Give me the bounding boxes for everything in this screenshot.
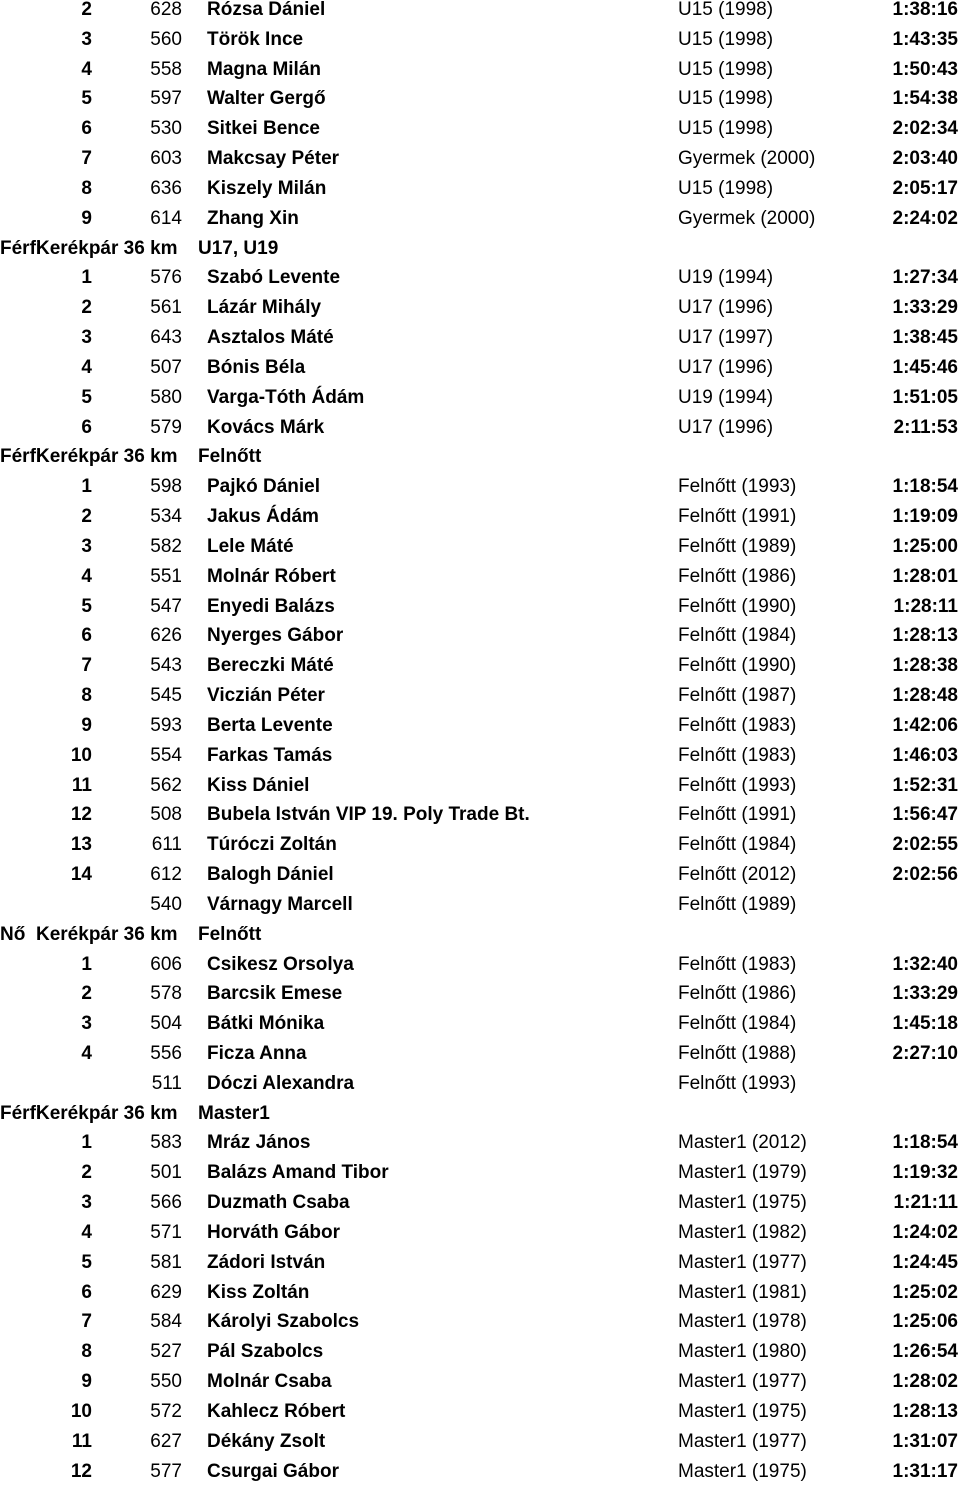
finish-time-cell: 1:28:11 (893, 595, 958, 617)
bib-number-cell: 611 (151, 834, 182, 856)
bib-number-cell: 606 (150, 953, 182, 975)
place-cell: 7 (81, 148, 92, 170)
category-cell: Felnőtt (1983) (678, 744, 797, 766)
place-cell: 9 (81, 207, 92, 229)
place-cell: 3 (81, 1192, 92, 1214)
result-row (0, 1367, 960, 1397)
athlete-name-cell: Asztalos Máté (207, 327, 334, 349)
section-header (0, 1099, 960, 1129)
place-cell: 9 (81, 714, 92, 736)
category-cell: Master1 (1982) (678, 1221, 807, 1243)
athlete-name-cell: Túróczi Zoltán (207, 834, 337, 856)
bib-number-cell: 530 (150, 118, 182, 140)
athlete-name-cell: Sitkei Bence (207, 118, 320, 140)
bib-number-cell: 543 (150, 655, 182, 677)
category-cell: U15 (1998) (678, 88, 774, 110)
place-cell: 7 (81, 655, 92, 677)
result-row (0, 25, 960, 55)
finish-time-cell: 2:27:10 (892, 1042, 958, 1064)
bib-number-cell: 507 (150, 356, 182, 378)
athlete-name-cell: Walter Gergő (207, 88, 326, 110)
athlete-name-cell: Barcsik Emese (207, 983, 343, 1005)
athlete-name-cell: Pajkó Dániel (207, 476, 320, 498)
place-cell: 5 (81, 88, 92, 110)
finish-time-cell: 1:19:09 (892, 506, 958, 528)
athlete-name-cell: Kiszely Milán (207, 177, 327, 199)
bib-number-cell: 629 (150, 1281, 182, 1303)
athlete-name-cell: Varga-Tóth Ádám (207, 386, 365, 408)
category-cell: U15 (1998) (678, 58, 774, 80)
finish-time-cell: 1:31:17 (892, 1460, 958, 1482)
bib-number-cell: 576 (150, 267, 182, 289)
result-row (0, 741, 960, 771)
finish-time-cell: 1:28:38 (892, 655, 958, 677)
athlete-name-cell: Bónis Béla (207, 356, 306, 378)
bib-number-cell: 580 (150, 386, 182, 408)
result-row (0, 950, 960, 980)
result-row (0, 592, 960, 622)
bib-number-cell: 581 (150, 1251, 182, 1273)
finish-time-cell: 1:42:06 (892, 714, 958, 736)
category-cell: Felnőtt (2012) (678, 864, 797, 886)
result-row (0, 800, 960, 830)
place-cell: 10 (70, 744, 92, 766)
place-cell: 4 (81, 356, 92, 378)
category-cell: Felnőtt (1989) (678, 893, 797, 915)
result-row (0, 1069, 960, 1099)
result-row (0, 890, 960, 920)
place-cell: 4 (81, 1042, 92, 1064)
athlete-name-cell: Kiss Zoltán (207, 1281, 310, 1303)
place-cell: 5 (81, 386, 92, 408)
result-row (0, 114, 960, 144)
category-cell: Master1 (1977) (678, 1251, 807, 1273)
category-cell: Master1 (1978) (678, 1311, 807, 1333)
athlete-name-cell: Zádori István (207, 1251, 326, 1273)
category-cell: U17 (1996) (678, 416, 774, 438)
place-cell: 8 (81, 685, 92, 707)
athlete-name-cell: Nyerges Gábor (207, 625, 344, 647)
finish-time-cell: 1:28:02 (892, 1371, 958, 1393)
finish-time-cell: 1:24:45 (892, 1251, 958, 1273)
place-cell: 11 (71, 774, 92, 796)
category-cell: U15 (1998) (678, 177, 774, 199)
result-row (0, 472, 960, 502)
category-cell: Felnőtt (1990) (678, 595, 797, 617)
bib-number-cell: 636 (150, 177, 182, 199)
finish-time-cell: 1:26:54 (892, 1341, 958, 1363)
section-sex: Férfi (0, 237, 42, 259)
section-header (0, 442, 960, 472)
bib-number-cell: 627 (150, 1430, 182, 1452)
place-cell: 11 (71, 1430, 92, 1452)
section-discipline: Kerékpár 36 km (36, 1102, 178, 1124)
bib-number-cell: 558 (150, 58, 182, 80)
result-row (0, 144, 960, 174)
category-cell: Master1 (1975) (678, 1192, 807, 1214)
result-row (0, 174, 960, 204)
category-cell: Felnőtt (1988) (678, 1042, 797, 1064)
bib-number-cell: 511 (151, 1072, 182, 1094)
category-cell: Master1 (1977) (678, 1430, 807, 1452)
place-cell: 1 (81, 267, 92, 289)
bib-number-cell: 554 (150, 744, 182, 766)
place-cell: 9 (81, 1371, 92, 1393)
place-cell: 6 (81, 416, 92, 438)
bib-number-cell: 572 (150, 1400, 182, 1422)
category-cell: Felnőtt (1989) (678, 535, 797, 557)
category-cell: U17 (1997) (678, 327, 774, 349)
result-row (0, 1307, 960, 1337)
result-row (0, 621, 960, 651)
result-row (0, 1218, 960, 1248)
bib-number-cell: 584 (150, 1311, 182, 1333)
bib-number-cell: 550 (150, 1371, 182, 1393)
bib-number-cell: 560 (150, 28, 182, 50)
athlete-name-cell: Lele Máté (207, 535, 294, 557)
section-sex: Férfi (0, 1102, 42, 1124)
place-cell: 2 (81, 983, 92, 1005)
athlete-name-cell: Molnár Róbert (207, 565, 336, 587)
athlete-name-cell: Zhang Xin (207, 207, 299, 229)
section-discipline: Kerékpár 36 km (36, 237, 178, 259)
finish-time-cell: 1:38:16 (892, 0, 958, 20)
result-row (0, 204, 960, 234)
result-row (0, 55, 960, 85)
category-cell: U19 (1994) (678, 267, 774, 289)
bib-number-cell: 577 (150, 1460, 182, 1482)
result-row (0, 1337, 960, 1367)
finish-time-cell: 2:05:17 (892, 177, 958, 199)
place-cell: 6 (81, 118, 92, 140)
bib-number-cell: 582 (150, 535, 182, 557)
place-cell: 3 (81, 535, 92, 557)
category-cell: Felnőtt (1983) (678, 953, 797, 975)
finish-time-cell: 1:51:05 (892, 386, 958, 408)
category-cell: Felnőtt (1984) (678, 1013, 797, 1035)
athlete-name-cell: Makcsay Péter (207, 148, 340, 170)
bib-number-cell: 614 (150, 207, 182, 229)
result-row (0, 263, 960, 293)
finish-time-cell: 2:02:34 (892, 118, 958, 140)
athlete-name-cell: Kovács Márk (207, 416, 325, 438)
athlete-name-cell: Bubela István VIP 19. Poly Trade Bt. (207, 804, 530, 826)
category-cell: Felnőtt (1993) (678, 774, 797, 796)
place-cell: 13 (70, 834, 92, 856)
result-row (0, 1158, 960, 1188)
result-row (0, 0, 960, 25)
result-row (0, 1188, 960, 1218)
athlete-name-cell: Kiss Dániel (207, 774, 310, 796)
finish-time-cell: 1:38:45 (892, 327, 958, 349)
finish-time-cell: 1:25:00 (892, 535, 958, 557)
bib-number-cell: 566 (150, 1192, 182, 1214)
result-row (0, 293, 960, 323)
finish-time-cell: 2:03:40 (892, 148, 958, 170)
result-row (0, 1427, 960, 1457)
result-row (0, 1009, 960, 1039)
category-cell: Master1 (1975) (678, 1460, 807, 1482)
finish-time-cell: 1:31:07 (892, 1430, 958, 1452)
bib-number-cell: 551 (150, 565, 182, 587)
place-cell: 4 (81, 565, 92, 587)
athlete-name-cell: Ficza Anna (207, 1042, 307, 1064)
bib-number-cell: 583 (150, 1132, 182, 1154)
category-cell: Master1 (2012) (678, 1132, 807, 1154)
result-row (0, 1457, 960, 1486)
athlete-name-cell: Csurgai Gábor (207, 1460, 339, 1482)
finish-time-cell: 1:56:47 (892, 804, 958, 826)
category-cell: Felnőtt (1993) (678, 1072, 797, 1094)
result-row (0, 860, 960, 890)
category-cell: U15 (1998) (678, 118, 774, 140)
finish-time-cell: 1:33:29 (892, 983, 958, 1005)
bib-number-cell: 545 (150, 685, 182, 707)
place-cell: 2 (81, 297, 92, 319)
section-sex: Nő (0, 923, 26, 945)
place-cell: 3 (81, 1013, 92, 1035)
category-cell: Felnőtt (1993) (678, 476, 797, 498)
category-cell: Gyermek (2000) (678, 207, 816, 229)
result-row (0, 1039, 960, 1069)
place-cell: 2 (81, 506, 92, 528)
result-row (0, 681, 960, 711)
bib-number-cell: 643 (150, 327, 182, 349)
athlete-name-cell: Viczián Péter (207, 685, 325, 707)
category-cell: Felnőtt (1986) (678, 983, 797, 1005)
bib-number-cell: 612 (150, 864, 182, 886)
section-class: Felnőtt (198, 446, 262, 468)
finish-time-cell: 1:43:35 (892, 28, 958, 50)
athlete-name-cell: Jakus Ádám (207, 506, 319, 528)
bib-number-cell: 579 (150, 416, 182, 438)
bib-number-cell: 578 (150, 983, 182, 1005)
category-cell: Master1 (1975) (678, 1400, 807, 1422)
athlete-name-cell: Duzmath Csaba (207, 1192, 350, 1214)
bib-number-cell: 501 (150, 1162, 182, 1184)
place-cell: 3 (81, 28, 92, 50)
category-cell: Felnőtt (1991) (678, 506, 797, 528)
bib-number-cell: 597 (150, 88, 182, 110)
athlete-name-cell: Farkas Tamás (207, 744, 333, 766)
finish-time-cell: 1:28:48 (892, 685, 958, 707)
bib-number-cell: 527 (150, 1341, 182, 1363)
result-row (0, 830, 960, 860)
result-row (0, 413, 960, 443)
result-row (0, 353, 960, 383)
place-cell: 4 (81, 58, 92, 80)
result-row (0, 532, 960, 562)
category-cell: Gyermek (2000) (678, 148, 816, 170)
bib-number-cell: 571 (150, 1221, 182, 1243)
section-class: Master1 (198, 1102, 270, 1124)
place-cell: 8 (81, 1341, 92, 1363)
finish-time-cell: 2:02:55 (892, 834, 958, 856)
athlete-name-cell: Berta Levente (207, 714, 333, 736)
result-row (0, 1397, 960, 1427)
finish-time-cell: 2:02:56 (892, 864, 958, 886)
finish-time-cell: 1:28:13 (892, 625, 958, 647)
bib-number-cell: 508 (150, 804, 182, 826)
athlete-name-cell: Károlyi Szabolcs (207, 1311, 360, 1333)
place-cell: 12 (70, 1460, 92, 1482)
section-header (0, 920, 960, 950)
category-cell: Felnőtt (1984) (678, 834, 797, 856)
finish-time-cell: 1:25:02 (892, 1281, 958, 1303)
athlete-name-cell: Lázár Mihály (207, 297, 322, 319)
category-cell: U17 (1996) (678, 297, 774, 319)
result-row (0, 1248, 960, 1278)
category-cell: Master1 (1980) (678, 1341, 807, 1363)
finish-time-cell: 1:46:03 (892, 744, 958, 766)
finish-time-cell: 1:45:46 (892, 356, 958, 378)
athlete-name-cell: Enyedi Balázs (207, 595, 335, 617)
athlete-name-cell: Dékány Zsolt (207, 1430, 326, 1452)
place-cell: 6 (81, 1281, 92, 1303)
athlete-name-cell: Várnagy Marcell (207, 893, 353, 915)
bib-number-cell: 628 (150, 0, 182, 20)
finish-time-cell: 1:28:01 (892, 565, 958, 587)
place-cell: 12 (70, 804, 92, 826)
finish-time-cell: 1:25:06 (892, 1311, 958, 1333)
bib-number-cell: 593 (150, 714, 182, 736)
finish-time-cell: 1:18:54 (892, 1132, 958, 1154)
section-class: Felnőtt (198, 923, 262, 945)
athlete-name-cell: Bátki Mónika (207, 1013, 325, 1035)
bib-number-cell: 561 (150, 297, 182, 319)
result-row (0, 651, 960, 681)
place-cell: 14 (70, 864, 92, 886)
athlete-name-cell: Dóczi Alexandra (207, 1072, 355, 1094)
place-cell: 8 (81, 177, 92, 199)
bib-number-cell: 556 (150, 1042, 182, 1064)
finish-time-cell: 1:33:29 (892, 297, 958, 319)
bib-number-cell: 540 (150, 893, 182, 915)
finish-time-cell: 1:54:38 (892, 88, 958, 110)
athlete-name-cell: Bereczki Máté (207, 655, 334, 677)
place-cell: 4 (81, 1221, 92, 1243)
finish-time-cell: 1:50:43 (892, 58, 958, 80)
finish-time-cell: 1:19:32 (892, 1162, 958, 1184)
place-cell: 6 (81, 625, 92, 647)
result-row (0, 84, 960, 114)
athlete-name-cell: Kahlecz Róbert (207, 1400, 346, 1422)
category-cell: U17 (1996) (678, 356, 774, 378)
result-row (0, 771, 960, 801)
bib-number-cell: 504 (150, 1013, 182, 1035)
category-cell: U15 (1998) (678, 0, 774, 20)
athlete-name-cell: Mráz János (207, 1132, 311, 1154)
category-cell: U15 (1998) (678, 28, 774, 50)
athlete-name-cell: Horváth Gábor (207, 1221, 341, 1243)
result-row (0, 502, 960, 532)
finish-time-cell: 1:45:18 (892, 1013, 958, 1035)
finish-time-cell: 2:24:02 (892, 207, 958, 229)
bib-number-cell: 534 (150, 506, 182, 528)
place-cell: 10 (70, 1400, 92, 1422)
result-row (0, 711, 960, 741)
category-cell: Master1 (1979) (678, 1162, 807, 1184)
place-cell: 1 (81, 953, 92, 975)
category-cell: Felnőtt (1986) (678, 565, 797, 587)
athlete-name-cell: Molnár Csaba (207, 1371, 332, 1393)
category-cell: Felnőtt (1984) (678, 625, 797, 647)
finish-time-cell: 2:11:53 (893, 416, 958, 438)
place-cell: 1 (81, 476, 92, 498)
finish-time-cell: 1:28:13 (892, 1400, 958, 1422)
finish-time-cell: 1:18:54 (892, 476, 958, 498)
category-cell: Felnőtt (1991) (678, 804, 797, 826)
athlete-name-cell: Török Ince (207, 28, 304, 50)
finish-time-cell: 1:24:02 (892, 1221, 958, 1243)
athlete-name-cell: Balázs Amand Tibor (207, 1162, 389, 1184)
result-row (0, 562, 960, 592)
bib-number-cell: 547 (150, 595, 182, 617)
category-cell: Felnőtt (1983) (678, 714, 797, 736)
athlete-name-cell: Balogh Dániel (207, 864, 334, 886)
section-discipline: Kerékpár 36 km (36, 923, 178, 945)
category-cell: Master1 (1981) (678, 1281, 807, 1303)
result-row (0, 1278, 960, 1308)
finish-time-cell: 1:32:40 (892, 953, 958, 975)
finish-time-cell: 1:52:31 (892, 774, 958, 796)
bib-number-cell: 603 (150, 148, 182, 170)
finish-time-cell: 1:27:34 (892, 267, 958, 289)
bib-number-cell: 598 (150, 476, 182, 498)
place-cell: 3 (81, 327, 92, 349)
place-cell: 2 (81, 1162, 92, 1184)
athlete-name-cell: Csikesz Orsolya (207, 953, 354, 975)
section-discipline: Kerékpár 36 km (36, 446, 178, 468)
result-row (0, 383, 960, 413)
place-cell: 7 (81, 1311, 92, 1333)
category-cell: U19 (1994) (678, 386, 774, 408)
athlete-name-cell: Szabó Levente (207, 267, 341, 289)
section-header (0, 234, 960, 264)
athlete-name-cell: Magna Milán (207, 58, 322, 80)
result-row (0, 323, 960, 353)
finish-time-cell: 1:21:11 (893, 1192, 958, 1214)
place-cell: 5 (81, 1251, 92, 1273)
athlete-name-cell: Rózsa Dániel (207, 0, 326, 20)
place-cell: 5 (81, 595, 92, 617)
section-class: U17, U19 (198, 237, 279, 259)
athlete-name-cell: Pál Szabolcs (207, 1341, 324, 1363)
place-cell: 1 (81, 1132, 92, 1154)
category-cell: Master1 (1977) (678, 1371, 807, 1393)
section-sex: Férfi (0, 446, 42, 468)
result-row (0, 1128, 960, 1158)
category-cell: Felnőtt (1987) (678, 685, 797, 707)
category-cell: Felnőtt (1990) (678, 655, 797, 677)
bib-number-cell: 562 (150, 774, 182, 796)
result-row (0, 979, 960, 1009)
bib-number-cell: 626 (150, 625, 182, 647)
place-cell: 2 (81, 0, 92, 20)
